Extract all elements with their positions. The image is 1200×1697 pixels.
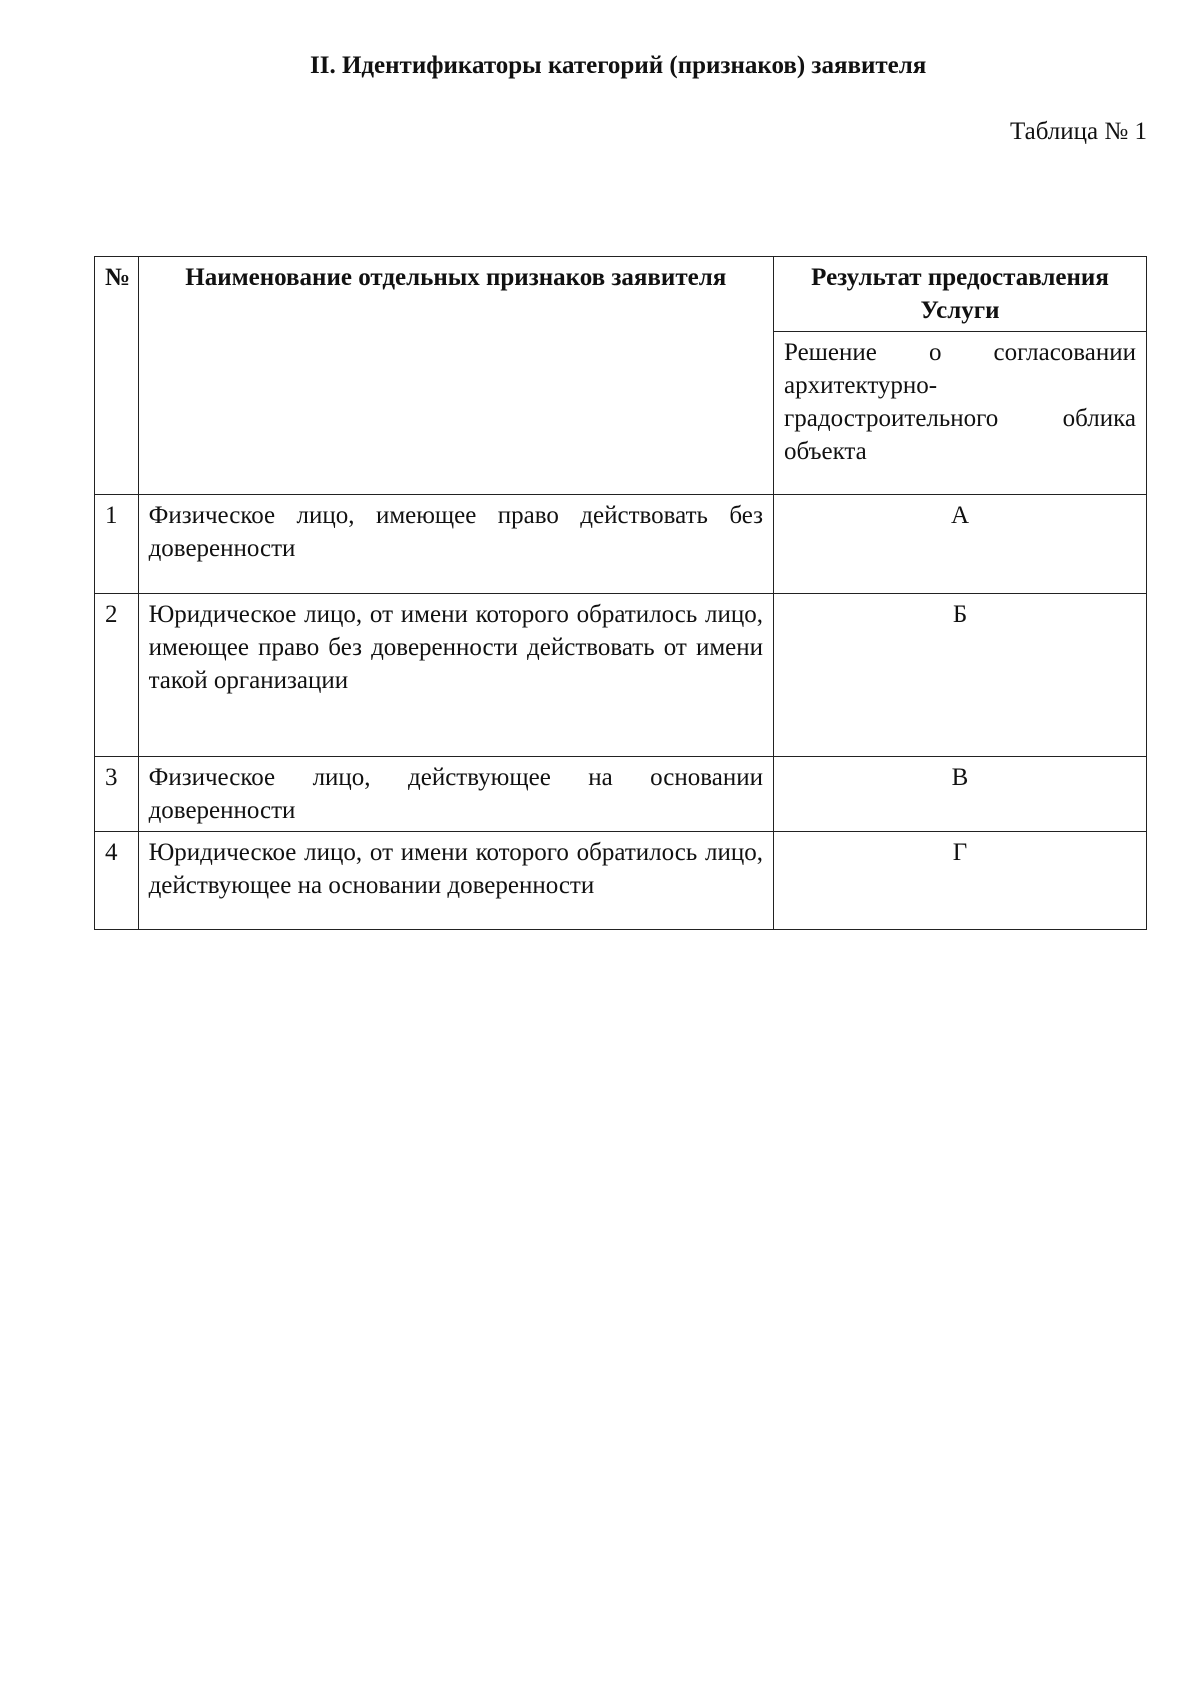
row-name: Физическое лицо, действующее на основании доверенности — [138, 757, 773, 832]
header-result: Результат предоставления Услуги — [774, 257, 1147, 332]
row-name: Физическое лицо, имеющее право действовать без доверенности — [138, 495, 773, 594]
row-code: А — [774, 495, 1147, 594]
row-num: 2 — [95, 594, 139, 757]
applicant-categories-table — [94, 256, 1147, 930]
row-code: Б — [774, 594, 1147, 757]
row-name: Юридическое лицо, от имени которого обратилось лицо, имеющее право без доверенности действовать от имени такой организации — [138, 594, 773, 757]
table-row — [95, 594, 1147, 757]
table-header-row — [95, 257, 1147, 332]
row-num: 3 — [95, 757, 139, 832]
header-result-sub: Решение о согласовании архитектурно-градостроительного облика объекта — [774, 332, 1147, 495]
header-num: № — [95, 257, 139, 495]
row-num: 4 — [95, 832, 139, 930]
row-code: Г — [774, 832, 1147, 930]
table-row — [95, 757, 1147, 832]
row-code: В — [774, 757, 1147, 832]
row-name: Юридическое лицо, от имени которого обратилось лицо, действующее на основании доверенности — [138, 832, 773, 930]
table-row — [95, 832, 1147, 930]
row-num: 1 — [95, 495, 139, 594]
page-title: II. Идентификаторы категорий (признаков) заявителя — [310, 52, 927, 79]
header-name: Наименование отдельных признаков заявителя — [138, 257, 773, 495]
table-number-label: Таблица № 1 — [1009, 118, 1147, 145]
table-row — [95, 495, 1147, 594]
